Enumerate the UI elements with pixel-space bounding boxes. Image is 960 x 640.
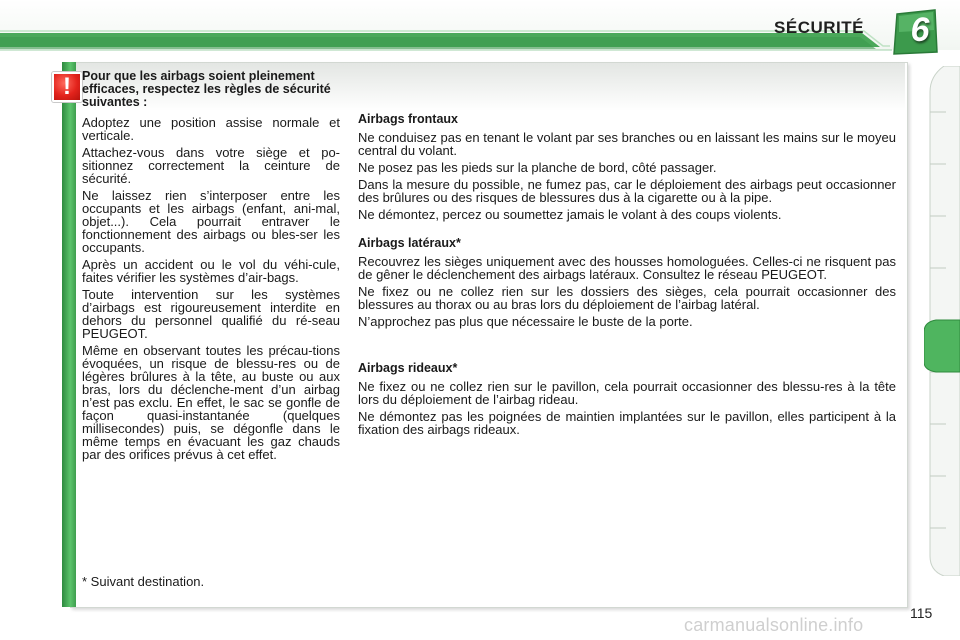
- heading-side-airbags: Airbags latéraux*: [358, 236, 461, 250]
- paragraph: Ne fixez ou ne collez rien sur les dossiers des sièges, cela pourrait occasionner des blessures au thorax ou au bras lors du déploiement de l’airbag latéral.: [358, 284, 896, 312]
- left-column: [82, 70, 340, 465]
- paragraph: Attachez-vous dans votre siège et po-sitionnez correctement la ceinture de sécurité.: [82, 145, 340, 186]
- paragraph: Ne démontez pas les poignées de maintien implantées sur le pavillon, elles participent à la fixation des airbags rideaux.: [358, 409, 896, 437]
- paragraph: Adoptez une position assise normale et verticale.: [82, 115, 340, 143]
- paragraph: Ne fixez ou ne collez rien sur le pavillon, cela pourrait occasionner des blessu-res à la tête lors du déploiement de l’airbag rideau.: [358, 379, 896, 407]
- paragraph: Même en observant toutes les précau-tions évoquées, un risque de blessu-res ou de légères brûlures à la tête, au buste ou aux bras, lors du déclenche-ment d’un airbag n’est pas exclu. En effet, le sac se gonfle de façon quasi-instantanée (quelques millisecondes) puis, se dégonfle dans le même temps en évacuant les gaz chauds par des orifices prévus à cet effet.: [82, 343, 340, 462]
- page-number: 115: [910, 605, 933, 621]
- chapter-side-tabs: [924, 66, 960, 576]
- chapter-number: 6: [910, 11, 930, 49]
- paragraph: Recouvrez les sièges uniquement avec des housses homologuées. Celles-ci ne risquent pas de gêner le déclenchement des airbags latéraux. Consultez le réseau PEUGEOT.: [358, 254, 896, 282]
- watermark: carmanualsonline.info: [684, 615, 864, 635]
- warning-icon: !: [52, 72, 82, 102]
- right-column: [358, 113, 896, 440]
- section-title: SÉCURITÉ: [774, 18, 864, 37]
- paragraph: Après un accident ou le vol du véhi-cule, faites vérifier les systèmes d’air-bags.: [82, 257, 340, 285]
- heading-curtain-airbags: Airbags rideaux*: [358, 361, 458, 375]
- paragraph: Toute intervention sur les systèmes d’airbags est rigoureusement interdite en dehors du personnel qualifié du ré-seau PEUGEOT.: [82, 287, 340, 341]
- footnote: * Suivant destination.: [82, 574, 205, 589]
- heading-front-airbags: Airbags frontaux: [358, 112, 459, 126]
- paragraph: Ne laissez rien s’interposer entre les occupants et les airbags (enfant, ani-mal, objet...). Cela pourrait entraver le fonctionnement des airbags ou bles-ser les occupants.: [82, 188, 340, 255]
- paragraph: Ne démontez, percez ou soumettez jamais le volant à des coups violents.: [358, 207, 782, 222]
- paragraph: Dans la mesure du possible, ne fumez pas, car le déploiement des airbags peut occasionner des brûlures ou des risques de blessures dus à la cigarette ou à la pipe.: [358, 177, 896, 205]
- paragraph: Ne posez pas les pieds sur la planche de bord, côté passager.: [358, 160, 717, 175]
- paragraph: N’approchez pas plus que nécessaire le buste de la porte.: [358, 314, 693, 329]
- paragraph: Ne conduisez pas en tenant le volant par ses branches ou en laissant les mains sur le moyeu central du volant.: [358, 130, 896, 158]
- warning-side-bar: [62, 62, 76, 607]
- safety-rules-lead: Pour que les airbags soient pleinement efficaces, respectez les règles de sécurité suivantes :: [82, 69, 331, 109]
